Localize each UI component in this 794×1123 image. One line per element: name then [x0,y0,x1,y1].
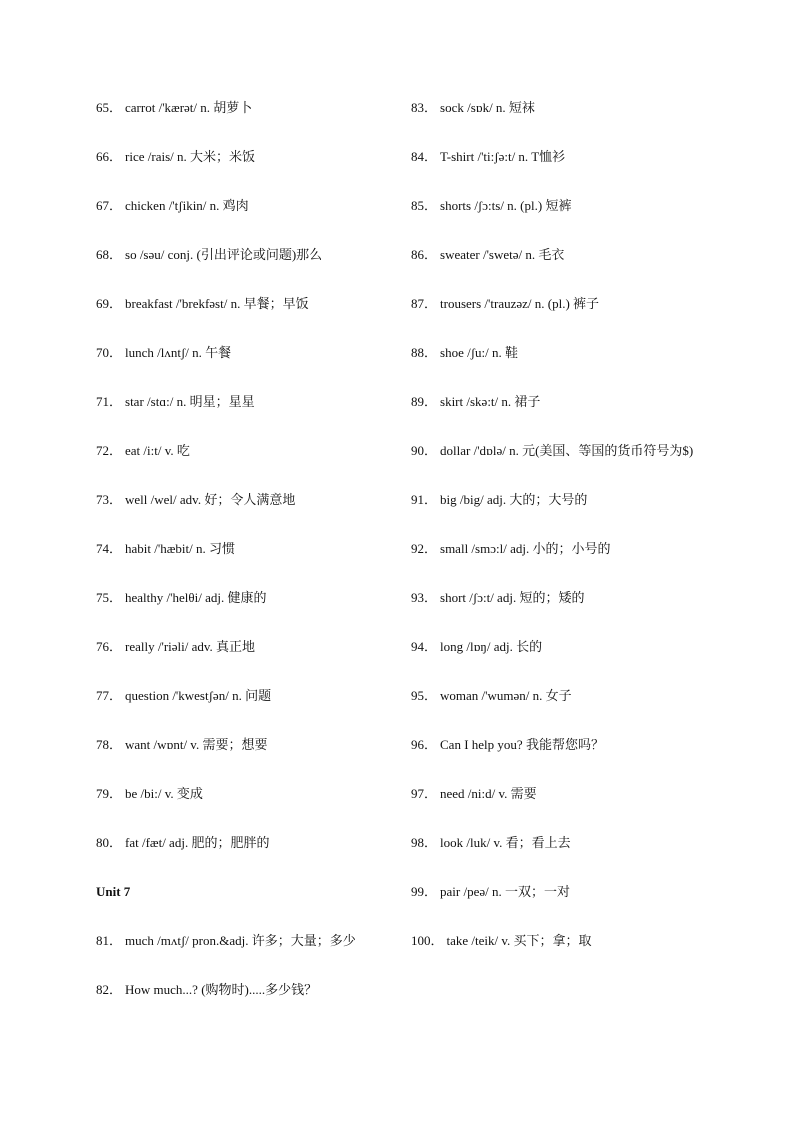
entry-number: 82． [96,982,123,997]
vocab-entry [96,688,396,704]
vocab-entry [411,247,711,263]
entry-text: pair /peə/ n. 一双；一对 [440,884,570,899]
entry-number: 68． [96,247,123,262]
vocab-entry [411,149,711,165]
vocab-entry [96,786,396,802]
vocab-entry [96,198,396,214]
vocab-entry [96,492,396,508]
entry-text: well /wel/ adv. 好；令人满意地 [125,492,296,507]
vocab-entry [411,198,711,214]
entry-number: 69． [96,296,123,311]
entry-text: eat /i:t/ v. 吃 [125,443,190,458]
entry-number: 90． [411,443,438,458]
vocab-entry [411,737,711,753]
entry-number: 67． [96,198,123,213]
entry-number: 77． [96,688,123,703]
vocab-entry [411,100,711,116]
entry-number: 97． [411,786,438,801]
vocab-entry [411,884,711,900]
vocab-entry [96,541,396,557]
entry-number: 87． [411,296,438,311]
entry-text: much /mʌtʃ/ pron.&adj. 许多；大量；多少 [125,933,356,948]
vocab-entry [411,786,711,802]
vocab-entry [96,100,396,116]
entry-text: look /luk/ v. 看；看上去 [440,835,571,850]
entry-number: 75． [96,590,123,605]
vocab-entry [411,296,711,312]
entry-text: dollar /'dɒlə/ n. 元(美国、等国的货币符号为$) [440,443,694,458]
entry-number: 95． [411,688,438,703]
entry-number: 65． [96,100,123,115]
entry-number: 86． [411,247,438,262]
entry-number: 83． [411,100,438,115]
vocab-entry [96,345,396,361]
vocab-entry [96,247,396,263]
entry-text: need /ni:d/ v. 需要 [440,786,537,801]
entry-text: big /big/ adj. 大的；大号的 [440,492,588,507]
entry-text: really /'riəli/ adv. 真正地 [125,639,256,654]
entry-text: sock /sɒk/ n. 短袜 [440,100,535,115]
entry-text: lunch /lʌntʃ/ n. 午餐 [125,345,232,360]
entry-text: want /wɒnt/ v. 需要；想要 [125,737,268,752]
entry-text: shoe /ʃu:/ n. 鞋 [440,345,519,360]
entry-number: 96． [411,737,438,752]
entry-number: 73． [96,492,123,507]
vocab-entry [411,933,711,949]
entry-text: habit /'hæbit/ n. 习惯 [125,541,235,556]
entry-number: 71． [96,394,123,409]
vocab-entry [411,541,711,557]
entry-number: 91． [411,492,438,507]
left-column [96,100,396,1031]
entry-text: How much...? (购物时).....多少钱？ [125,982,318,997]
vocab-entry [411,835,711,851]
entry-text: woman /'wumən/ n. 女子 [440,688,572,703]
entry-text: long /lɒŋ/ adj. 长的 [440,639,543,654]
entry-number: 79． [96,786,123,801]
entry-number: 99． [411,884,438,899]
entry-text: question /'kwestʃən/ n. 问题 [125,688,272,703]
entry-text: breakfast /'brekfəst/ n. 早餐；早饭 [125,296,309,311]
vocab-entry [411,492,711,508]
entry-text: take /teik/ v. 买下；拿；取 [446,933,592,948]
vocab-entry [96,835,396,851]
unit-heading: Unit 7 [96,884,131,899]
vocab-entry [96,737,396,753]
entry-text: sweater /'swetə/ n. 毛衣 [440,247,565,262]
entry-number: 94． [411,639,438,654]
vocab-entry [411,433,711,469]
entry-text: chicken /'tʃikin/ n. 鸡肉 [125,198,249,213]
entry-number: 78． [96,737,123,752]
entry-text: be /bi:/ v. 变成 [125,786,203,801]
vocab-entry [411,345,711,361]
entry-number: 98． [411,835,438,850]
entry-text: small /smɔ:l/ adj. 小的；小号的 [440,541,611,556]
entry-number: 100． [411,933,444,948]
vocab-entry [411,688,711,704]
entry-number: 80． [96,835,123,850]
entry-number: 85． [411,198,438,213]
vocab-entry [96,394,396,410]
entry-number: 84． [411,149,438,164]
entry-number: 92． [411,541,438,556]
entry-text: short /ʃɔ:t/ adj. 短的；矮的 [440,590,585,605]
entry-number: 70． [96,345,123,360]
entry-text: healthy /'helθi/ adj. 健康的 [125,590,267,605]
vocab-entry [96,296,396,312]
entry-number: 72． [96,443,123,458]
entry-text: rice /rais/ n. 大米；米饭 [125,149,255,164]
entry-number: 88． [411,345,438,360]
entry-number: 76． [96,639,123,654]
entry-text: so /səu/ conj. (引出评论或问题)那么 [125,247,323,262]
vocab-entry [96,590,396,606]
vocab-entry [411,394,711,410]
entry-text: Can I help you? 我能帮您吗？ [440,737,604,752]
vocab-entry [96,149,396,165]
right-column [411,100,711,982]
vocab-entry [96,639,396,655]
entry-text: carrot /'kærət/ n. 胡萝卜 [125,100,253,115]
entry-number: 66． [96,149,123,164]
entry-text: fat /fæt/ adj. 肥的；肥胖的 [125,835,270,850]
vocab-entry [411,590,711,606]
entry-text: star /stɑ:/ n. 明星；星星 [125,394,255,409]
entry-number: 81． [96,933,123,948]
entry-text: shorts /ʃɔ:ts/ n. (pl.) 短裤 [440,198,572,213]
entry-text: T-shirt /'ti:ʃə:t/ n. T恤衫 [440,149,566,164]
vocab-entry [96,443,396,459]
vocab-entry [96,933,396,949]
entry-number: 93． [411,590,438,605]
vocab-entry [411,639,711,655]
entry-number: 74． [96,541,123,556]
entry-text: trousers /'trauzəz/ n. (pl.) 裤子 [440,296,600,311]
entry-text: skirt /skə:t/ n. 裙子 [440,394,541,409]
entry-number: 89． [411,394,438,409]
vocab-entry [96,982,396,998]
